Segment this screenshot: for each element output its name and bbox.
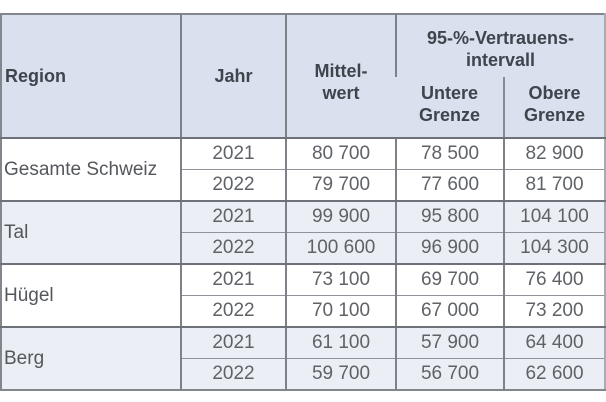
- ci-upper-cell: 104 100: [504, 201, 605, 233]
- year-cell: 2021: [181, 264, 286, 296]
- year-cell: 2021: [181, 327, 286, 359]
- header-region-label: Region: [5, 66, 66, 86]
- ci-lower-cell: 56 700: [396, 359, 504, 391]
- region-cell: Hügel: [1, 264, 181, 327]
- ci-lower-cell: 57 900: [396, 327, 504, 359]
- table-row: [1, 201, 605, 233]
- ci-upper-cell: 64 400: [504, 327, 605, 359]
- header-obere-line1: Obere: [528, 83, 581, 103]
- year-cell: 2021: [181, 201, 286, 233]
- mean-cell: 73 100: [286, 264, 396, 296]
- ci-lower-cell: 69 700: [396, 264, 504, 296]
- header-untere-grenze: [396, 77, 504, 138]
- year-cell: 2022: [181, 170, 286, 202]
- ci-upper-cell: 73 200: [504, 296, 605, 328]
- header-jahr: [181, 14, 286, 138]
- header-untere-line2: Grenze: [418, 105, 481, 125]
- year-cell: 2022: [181, 296, 286, 328]
- header-mittelwert: [286, 14, 396, 138]
- header-ci-group-line1: 95-%-Vertrauens-: [426, 28, 575, 48]
- header-ci-group: [396, 14, 605, 77]
- table-header: [1, 14, 605, 138]
- header-jahr-label: Jahr: [214, 66, 253, 86]
- table-row: [1, 327, 605, 359]
- table-row: [1, 264, 605, 296]
- region-cell: Tal: [1, 201, 181, 264]
- ci-lower-cell: 78 500: [396, 138, 504, 170]
- mean-cell: 79 700: [286, 170, 396, 202]
- table-row: [1, 138, 605, 170]
- ci-upper-cell: 81 700: [504, 170, 605, 202]
- header-untere-line1: Untere: [420, 83, 478, 103]
- header-mittelwert-line2: wert: [322, 83, 360, 103]
- ci-upper-cell: 82 900: [504, 138, 605, 170]
- year-cell: 2022: [181, 359, 286, 391]
- header-region: [1, 14, 181, 138]
- mean-cell: 99 900: [286, 201, 396, 233]
- mean-cell: 61 100: [286, 327, 396, 359]
- year-cell: 2022: [181, 233, 286, 265]
- header-obere-grenze: [504, 77, 605, 138]
- ci-lower-cell: 67 000: [396, 296, 504, 328]
- ci-lower-cell: 96 900: [396, 233, 504, 265]
- region-cell: Gesamte Schweiz: [1, 138, 181, 201]
- stats-table: [0, 13, 606, 391]
- mean-cell: 59 700: [286, 359, 396, 391]
- header-mittelwert-line1: Mittel-: [314, 61, 368, 81]
- mean-cell: 100 600: [286, 233, 396, 265]
- ci-upper-cell: 76 400: [504, 264, 605, 296]
- ci-lower-cell: 95 800: [396, 201, 504, 233]
- ci-upper-cell: 62 600: [504, 359, 605, 391]
- region-cell: Berg: [1, 327, 181, 390]
- header-ci-group-line2: intervall: [465, 50, 536, 70]
- mean-cell: 80 700: [286, 138, 396, 170]
- year-cell: 2021: [181, 138, 286, 170]
- header-obere-line2: Grenze: [523, 105, 586, 125]
- mean-cell: 70 100: [286, 296, 396, 328]
- ci-upper-cell: 104 300: [504, 233, 605, 265]
- ci-lower-cell: 77 600: [396, 170, 504, 202]
